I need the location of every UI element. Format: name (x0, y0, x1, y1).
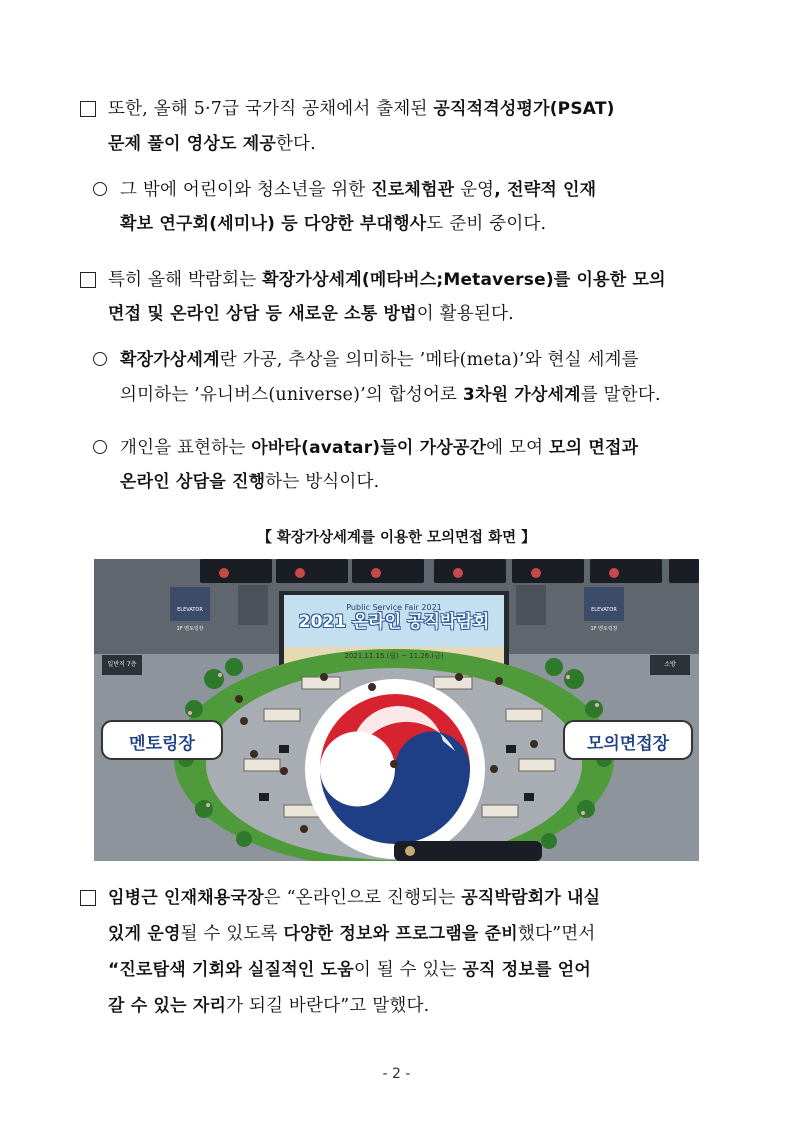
sign-right: 소방 (664, 661, 676, 668)
circle-bullet-icon (93, 182, 107, 196)
bold-text-run: 공직적격성평가(PSAT) (433, 99, 615, 119)
bold-text-run: 모의 면접과 (548, 438, 639, 458)
mock-interview-hall-label: 모의면접장 (586, 734, 670, 754)
sign-left: 일반직 7층 (107, 661, 137, 668)
page-number: - 2 - (382, 1066, 411, 1082)
p2a-line1 (120, 348, 639, 372)
text-run: 한다. (275, 134, 316, 154)
bold-text-run: 아바타(avatar)들이 가상공간 (251, 438, 487, 458)
square-bullet-icon (80, 890, 96, 906)
p3-line2 (108, 922, 595, 946)
text-run: 했다”면서 (517, 924, 596, 944)
bold-text-run: 공직박람회가 내실 (461, 888, 601, 908)
bold-text-run: 온라인 상담을 진행 (120, 472, 266, 492)
floor-left-label: 1F 멘토링장 (176, 626, 204, 632)
bold-text-run: 다양한 정보와 프로그램을 준비 (283, 924, 518, 944)
text-run: 그 밖에 어린이와 청소년을 위한 (120, 180, 372, 200)
bold-text-run: 면접 및 온라인 상담 등 새로운 소통 방법 (108, 304, 417, 324)
text-run: 란 가공, 추상을 의미하는 ’메타(meta)’와 현실 세계를 (219, 350, 639, 370)
p3-line1 (108, 886, 600, 910)
text-run: 하는 방식이다. (265, 472, 380, 492)
banner-subtitle: Public Service Fair 2021 (346, 603, 442, 612)
text-run: 은 “온라인으로 진행되는 (263, 888, 462, 908)
circle-bullet-icon (93, 352, 107, 366)
p1a-line1 (120, 178, 596, 202)
text-run: 를 말한다. (580, 385, 661, 405)
text-run: 에 모여 (486, 438, 549, 458)
bold-text-run: 확보 연구회(세미나) 등 다양한 부대행사 (120, 214, 427, 234)
text-run: 도 준비 중이다. (426, 214, 547, 234)
p3-line3 (108, 958, 591, 982)
p2-line2 (108, 302, 514, 326)
bold-text-run: 공직 정보를 얻어 (462, 960, 591, 980)
bold-text-run: 문제 풀이 영상도 제공 (108, 134, 276, 154)
text-run: 될 수 있도록 (180, 924, 284, 944)
elevator-left-label: ELEVATOR (177, 607, 203, 613)
text-run: 또한, 올해 5·7급 국가직 공채에서 출제된 (108, 99, 434, 119)
circle-bullet-icon (93, 440, 107, 454)
bold-text-run: 확장가상세계 (120, 350, 220, 370)
floor-right-label: 1F 멘토링장 (590, 626, 618, 632)
bold-text-run: 임병근 인재채용국장 (108, 888, 264, 908)
p2a-line2 (120, 383, 661, 407)
text-run: 이 활용된다. (416, 304, 514, 324)
banner-date: 2021.11.15.(월) ~ 11.26.(금) (344, 652, 444, 660)
text-run: 가 되길 바란다”고 말했다. (226, 996, 430, 1016)
bold-text-run: “진로탐색 기회와 실질적인 도움 (108, 960, 354, 980)
metaverse-screenshot (94, 559, 699, 861)
mentoring-hall-label: 멘토링장 (129, 734, 195, 754)
square-bullet-icon (80, 272, 96, 288)
p1a-line2 (120, 212, 546, 236)
bold-text-run: 3차원 가상세계 (462, 385, 581, 405)
elevator-right-label: ELEVATOR (591, 607, 617, 613)
p1-line2 (108, 132, 316, 156)
bold-text-run: 확장가상세계(메타버스;Metaverse)를 이용한 모의 (262, 270, 666, 290)
banner-title: 2021 온라인 공직박람회 (298, 612, 490, 632)
p3-line4 (108, 994, 429, 1018)
bold-text-run: 진로체험관 (371, 180, 455, 200)
p2b-line2 (120, 470, 379, 494)
figure-caption: 【 확장가상세계를 이용한 모의면접 화면 】 (257, 530, 536, 546)
text-run: 의미하는 ’유니버스(universe)’의 합성어로 (120, 385, 463, 405)
bold-text-run: 있게 운영 (108, 924, 181, 944)
square-bullet-icon (80, 101, 96, 117)
text-run: 개인을 표현하는 (120, 438, 252, 458)
bold-text-run: 갈 수 있는 자리 (108, 996, 227, 1016)
text-run: 특히 올해 박람회는 (108, 270, 263, 290)
p2-line1 (108, 268, 666, 292)
bold-text-run: , 전략적 인재 (494, 180, 597, 200)
p2b-line1 (120, 436, 638, 460)
text-run: 운영 (454, 180, 495, 200)
text-run: 이 될 수 있는 (353, 960, 463, 980)
p1-line1 (108, 97, 615, 121)
